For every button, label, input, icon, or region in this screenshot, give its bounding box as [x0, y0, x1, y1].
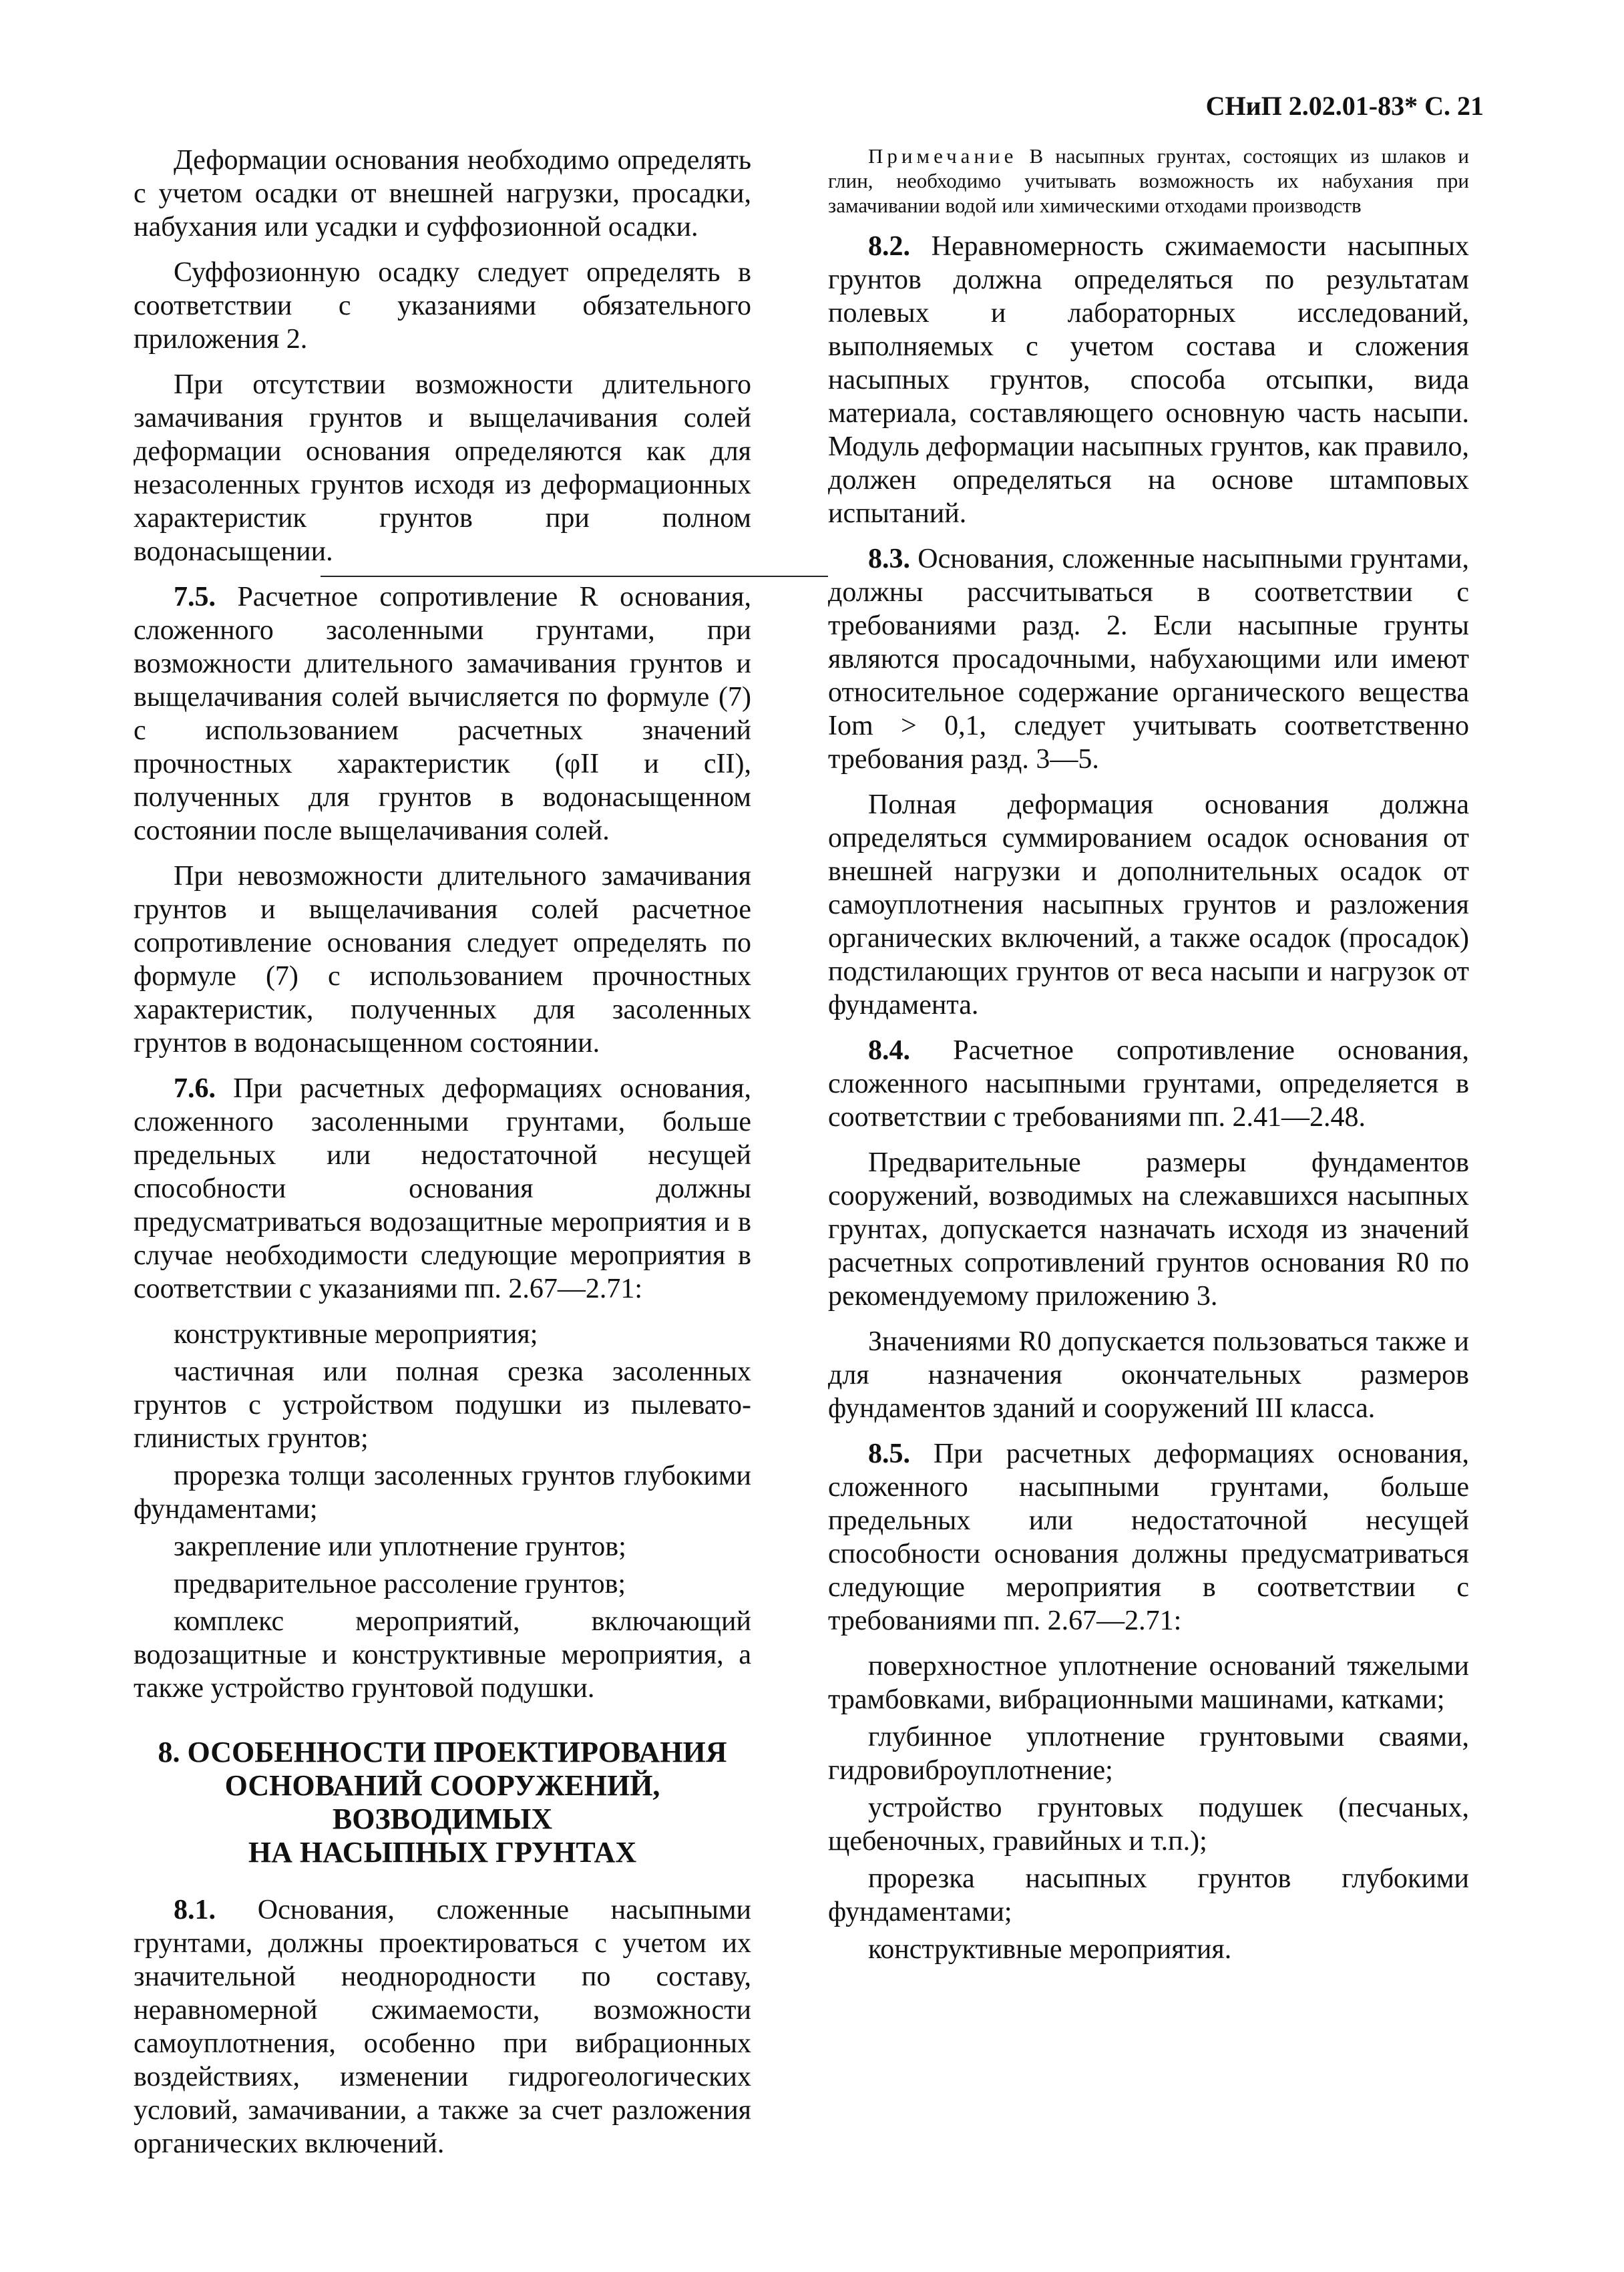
list-item: комплекс мероприятий, включающий водозащитные и конструктивные мероприятия, а также устройство грунтовой подушки.: [134, 1606, 751, 1704]
paragraph: Деформации основания необходимо определять с учетом осадки от внешней нагрузки, просадки, набухания или усадки и суффозионной осадки.: [134, 145, 751, 242]
paragraph-8-3: [828, 542, 1469, 776]
list-item: прорезка насыпных грунтов глубокими фундаментами;: [828, 1863, 1469, 1927]
paragraph-7-5: [134, 580, 751, 847]
paragraph-8-5: [828, 1437, 1469, 1638]
list-item: конструктивные мероприятия;: [174, 1319, 538, 1350]
paragraph-text: При расчетных деформациях основания, сложенного засоленными грунтами, больше предельных или недостаточной несущей способности основания должны предусматриваться водозащитные мероприятия и в случае необходимости следующие мероприятия в соответствии с указаниями пп. 2.67—2.71:: [134, 1073, 752, 1304]
heading-line: ОСНОВАНИЙ СООРУЖЕНИЙ,: [224, 1769, 660, 1802]
list-item: предварительное рассоление грунтов;: [174, 1569, 626, 1599]
note-label: Примечание: [868, 144, 1018, 168]
paragraph-text: Основания, сложенные насыпными грунтами, должны рассчитываться в соответствии с требованиями разд. 2. Если насыпные грунты являются просадочными, набухающими или имеют относительное содержание органического вещества Iom > 0,1, следует учитывать соответственно требования разд. 3—5.: [828, 544, 1469, 775]
list-item: глубинное уплотнение грунтовыми сваями, гидровиброуплотнение;: [828, 1722, 1469, 1786]
list-item: конструктивные мероприятия.: [868, 1934, 1232, 1965]
paragraph: Полная деформация основания должна определяться суммированием осадок основания от внешней нагрузки и дополнительных осадок от самоуплотнения насыпных грунтов и разложения органических включений, а также осадок (просадок) подстилающих грунтов от веса насыпи и нагрузок от фундамента.: [828, 789, 1469, 1020]
heading-line: ВОЗВОДИМЫХ: [332, 1803, 553, 1835]
paragraph-8-1: [134, 1893, 751, 2160]
paragraph-text: Расчетное сопротивление R основания, сложенного засоленными грунтами, при возможности длительного замачивания грунтов и выщелачивания солей вычисляется по формуле (7) с использованием расчетных значений прочностных характеристик (φII и cII), полученных для грунтов в водонасыщенном состоянии после выщелачивания солей.: [134, 582, 752, 846]
section-number: 8.5.: [868, 1439, 910, 1469]
heading-line: НА НАСЫПНЫХ ГРУНТАХ: [248, 1836, 637, 1869]
list-item: частичная или полная срезка засоленных грунтов с устройством подушки из пылевато-глинистых грунтов;: [134, 1356, 751, 1454]
section-number: 7.5.: [174, 582, 216, 612]
right-column: [828, 144, 1469, 1970]
page-header: СНиП 2.02.01-83* С. 21: [1205, 91, 1484, 121]
section-number: 8.2.: [868, 231, 910, 262]
paragraph: Суффозионную осадку следует определять в соответствии с указаниями обязательного приложения 2.: [134, 257, 751, 355]
note: [828, 144, 1469, 218]
heading-line: 8. ОСОБЕННОСТИ ПРОЕКТИРОВАНИЯ: [158, 1736, 727, 1768]
paragraph-8-2: [828, 230, 1469, 530]
paragraph: При отсутствии возможности длительного замачивания грунтов и выщелачивания солей деформации основания определяются как для незасоленных грунтов исходя из деформационных характеристик грунтов при полном водонасыщении.: [134, 369, 751, 567]
paragraph-8-4: [828, 1034, 1469, 1134]
section-heading: [134, 1736, 751, 1869]
section-number: 7.6.: [174, 1073, 216, 1104]
paragraph: При невозможности длительного замачивания грунтов и выщелачивания солей расчетное сопротивление основания следует определять по формуле (7) с использованием прочностных характеристик, полученных для засоленных грунтов в водонасыщенном состоянии.: [134, 861, 751, 1059]
section-number: 8.3.: [868, 544, 910, 574]
paragraph-7-6: [134, 1072, 751, 1306]
list-item: прорезка толщи засоленных грунтов глубокими фундаментами;: [134, 1461, 751, 1525]
paragraph-text: Расчетное сопротивление основания, сложенного насыпными грунтами, определяется в соответствии с требованиями пп. 2.41—2.48.: [828, 1035, 1470, 1133]
left-column: [134, 144, 751, 2172]
paragraph: Значениями R0 допускается пользоваться также и для назначения окончательных размеров фундаментов зданий и сооружений III класса.: [828, 1326, 1469, 1424]
list-item: поверхностное уплотнение оснований тяжелыми трамбовками, вибрационными машинами, катками;: [828, 1651, 1469, 1715]
section-number: 8.1.: [174, 1895, 216, 1925]
paragraph-text: При расчетных деформациях основания, сложенного насыпными грунтами, больше предельных или недостаточной несущей способности основания должны предусматриваться следующие мероприятия в соответствии с требованиями пп. 2.67—2.71:: [828, 1439, 1470, 1636]
paragraph-text: Основания, сложенные насыпными грунтами, должны проектироваться с учетом их значительной неоднородности по составу, неравномерной сжимаемости, возможности самоуплотнения, особенно при вибрационных воздействиях, изменении гидрогеологических условий, замачивании, а также за счет разложения органических включений.: [134, 1895, 752, 2159]
section-number: 8.4.: [868, 1035, 910, 1066]
paragraph-text: Неравномерность сжимаемости насыпных грунтов должна определяться по результатам полевых и лабораторных исследований, выполняемых с учетом состава и сложения насыпных грунтов, способа отсыпки, вида материала, составляющего основную часть насыпи. Модуль деформации насыпных грунтов, как правило, должен определяться на основе штамповых испытаний.: [828, 231, 1469, 529]
list-item: закрепление или уплотнение грунтов;: [174, 1531, 626, 1562]
list-item: устройство грунтовых подушек (песчаных, щебеночных, гравийных и т.п.);: [828, 1792, 1469, 1857]
note-text: В насыпных грунтах, состоящих из шлаков и глин, необходимо учитывать возможность их набухания при замачивании водой или химическими отходами производств: [828, 144, 1470, 217]
paragraph: Предварительные размеры фундаментов сооружений, возводимых на слежавшихся насыпных грунтах, допускается назначать исходя из значений расчетных сопротивлений грунтов основания R0 по рекомендуемому приложению 3.: [828, 1147, 1469, 1312]
